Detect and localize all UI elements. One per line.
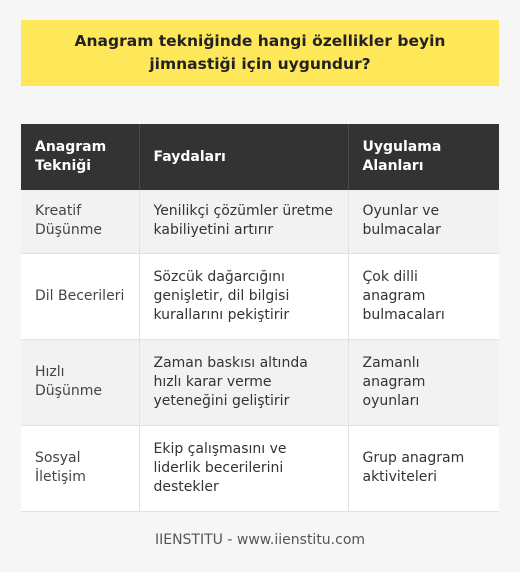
header-benefits: Faydaları bbox=[139, 124, 348, 190]
table-row bbox=[21, 253, 499, 339]
cell-areas: Oyunlar ve bulmacalar bbox=[348, 190, 499, 253]
cell-benefits: Yenilikçi çözümler üretme kabiliyetini artırır bbox=[139, 190, 348, 253]
cell-areas: Zamanlı anagram oyunları bbox=[348, 339, 499, 425]
table-row bbox=[21, 190, 499, 253]
anagram-table bbox=[21, 124, 499, 512]
cell-benefits: Ekip çalışmasını ve liderlik becerilerini destekler bbox=[139, 425, 348, 511]
cell-areas: Çok dilli anagram bulmacaları bbox=[348, 253, 499, 339]
footer-credit: IIENSTITU - www.iienstitu.com bbox=[154, 532, 366, 548]
header-technique: Anagram Tekniği bbox=[21, 124, 139, 190]
cell-areas: Grup anagram aktiviteleri bbox=[348, 425, 499, 511]
table-header-row bbox=[21, 124, 499, 190]
cell-benefits: Sözcük dağarcığını genişletir, dil bilgisi kurallarını pekiştirir bbox=[139, 253, 348, 339]
cell-technique: Sosyal İletişim bbox=[21, 425, 139, 511]
header-areas: Uygulama Alanları bbox=[348, 124, 499, 190]
table-row bbox=[21, 425, 499, 511]
cell-technique: Kreatif Düşünme bbox=[21, 190, 139, 253]
cell-technique: Hızlı Düşünme bbox=[21, 339, 139, 425]
cell-benefits: Zaman baskısı altında hızlı karar verme yeteneğini geliştirir bbox=[139, 339, 348, 425]
table-row bbox=[21, 339, 499, 425]
page-title: Anagram tekniğinde hangi özellikler beyin jimnastiği için uygundur? bbox=[74, 32, 446, 73]
cell-technique: Dil Becerileri bbox=[21, 253, 139, 339]
title-banner bbox=[21, 20, 499, 86]
